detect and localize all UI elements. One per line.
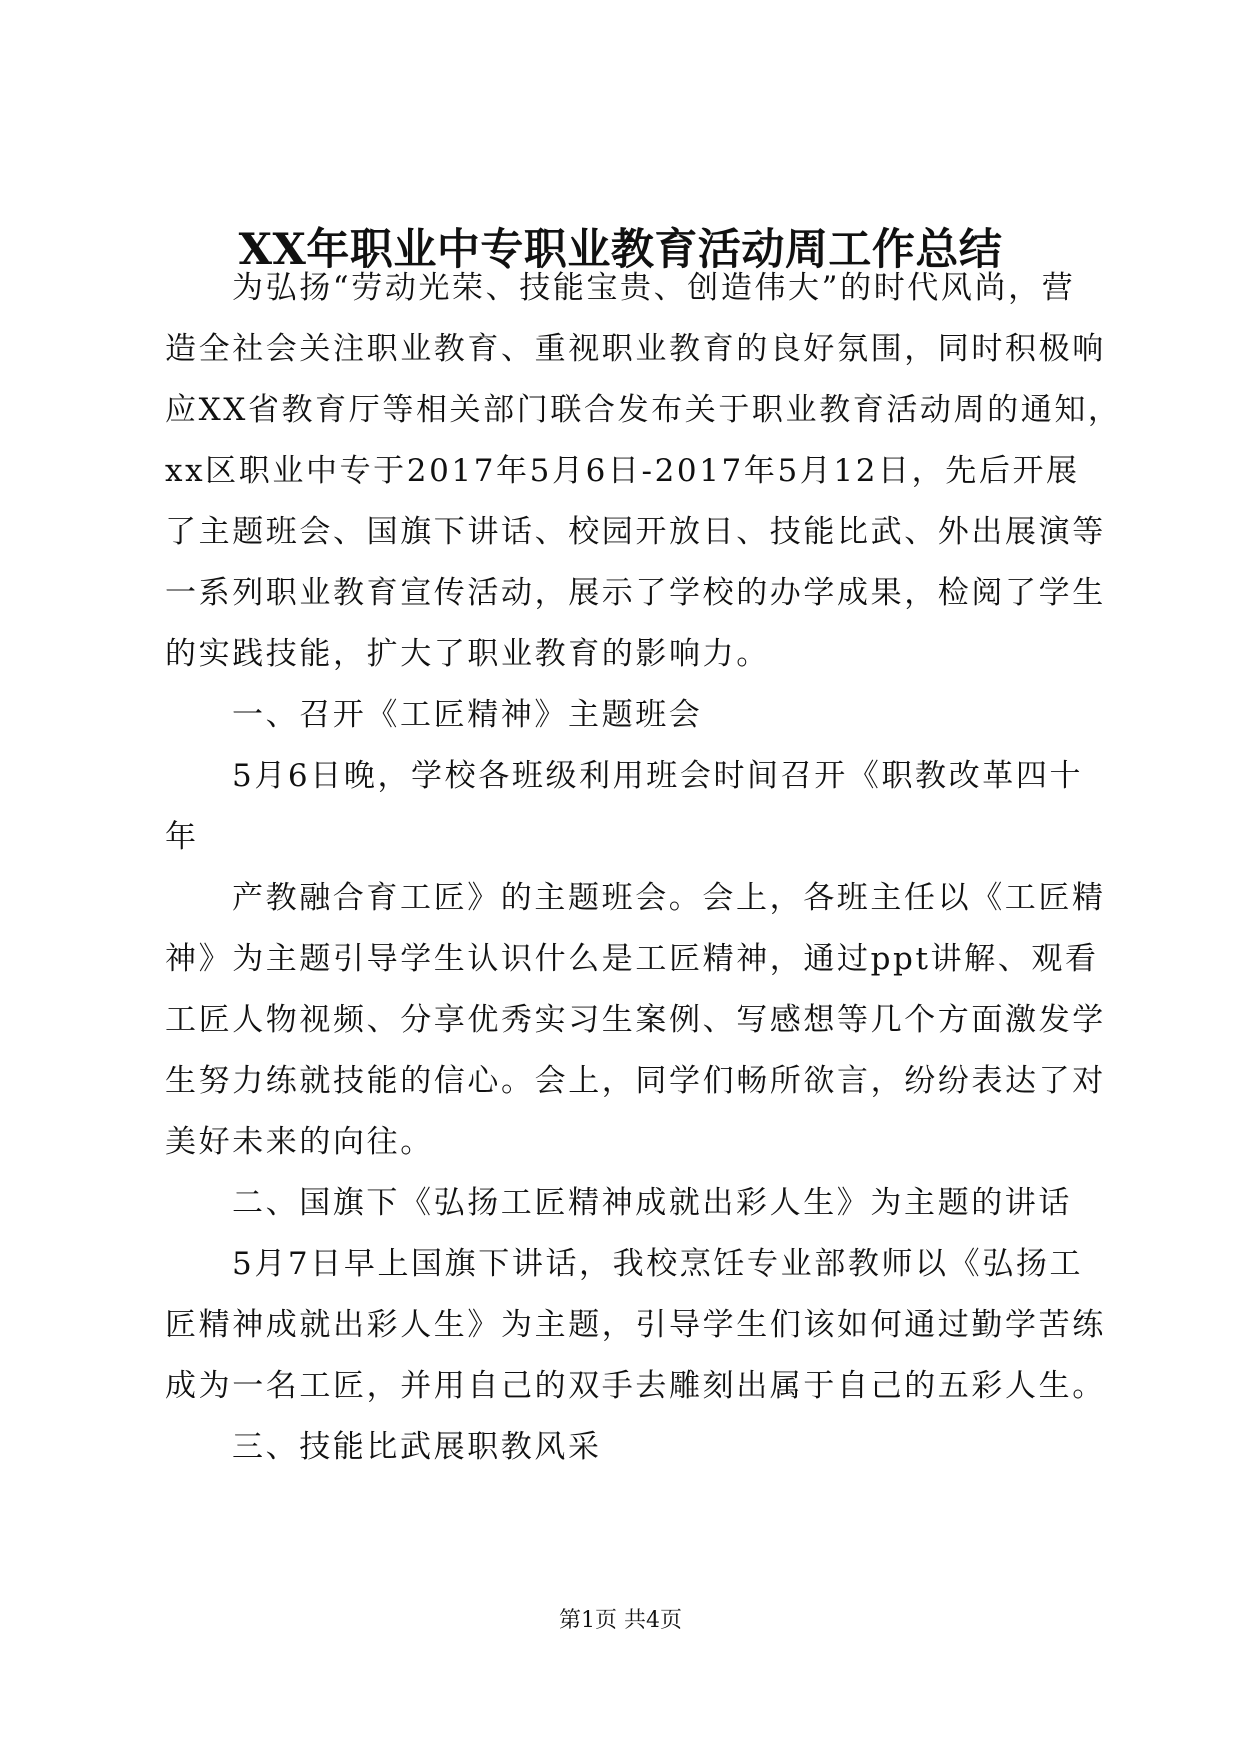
body-line: 为弘扬“劳动光荣、技能宝贵、创造伟大”的时代风尚，营 [232,270,1076,306]
body-line: 一系列职业教育宣传活动，展示了学校的办学成果，检阅了学生 [165,575,1106,611]
document-title: XX年职业中专职业教育活动周工作总结 [238,225,1003,275]
page-number-footer: 第1页 共4页 [559,1608,682,1633]
body-line: 5月6日晚，学校各班级利用班会时间召开《职教改革四十 [232,758,1084,794]
body-line: 产教融合育工匠》的主题班会。会上，各班主任以《工匠精 [232,880,1106,916]
body-line: 工匠人物视频、分享优秀实习生案例、写感想等几个方面激发学 [165,1002,1106,1038]
body-line: 匠精神成就出彩人生》为主题，引导学生们该如何通过勤学苦练 [165,1307,1106,1343]
section-heading: 一、召开《工匠精神》主题班会 [232,697,703,733]
body-line: xx区职业中专于2017年5月6日-2017年5月12日，先后开展 [165,453,1080,489]
body-line: 应XX省教育厅等相关部门联合发布关于职业教育活动周的通知， [165,392,1122,428]
body-line: 生努力练就技能的信心。会上，同学们畅所欲言，纷纷表达了对 [165,1063,1106,1099]
body-line: 成为一名工匠，并用自己的双手去雕刻出属于自己的五彩人生。 [165,1368,1106,1404]
body-line: 年 [165,819,199,855]
body-line: 造全社会关注职业教育、重视职业教育的良好氛围，同时积极响 [165,331,1106,367]
body-line: 5月7日早上国旗下讲话，我校烹饪专业部教师以《弘扬工 [232,1246,1084,1282]
body-line: 了主题班会、国旗下讲话、校园开放日、技能比武、外出展演等 [165,514,1106,550]
body-line: 美好未来的向往。 [165,1124,434,1160]
section-heading: 三、技能比武展职教风采 [232,1429,602,1465]
section-heading: 二、国旗下《弘扬工匠精神成就出彩人生》为主题的讲话 [232,1185,1072,1221]
body-line: 的实践技能，扩大了职业教育的影响力。 [165,636,770,672]
body-line: 神》为主题引导学生认识什么是工匠精神，通过ppt讲解、观看 [165,941,1099,977]
